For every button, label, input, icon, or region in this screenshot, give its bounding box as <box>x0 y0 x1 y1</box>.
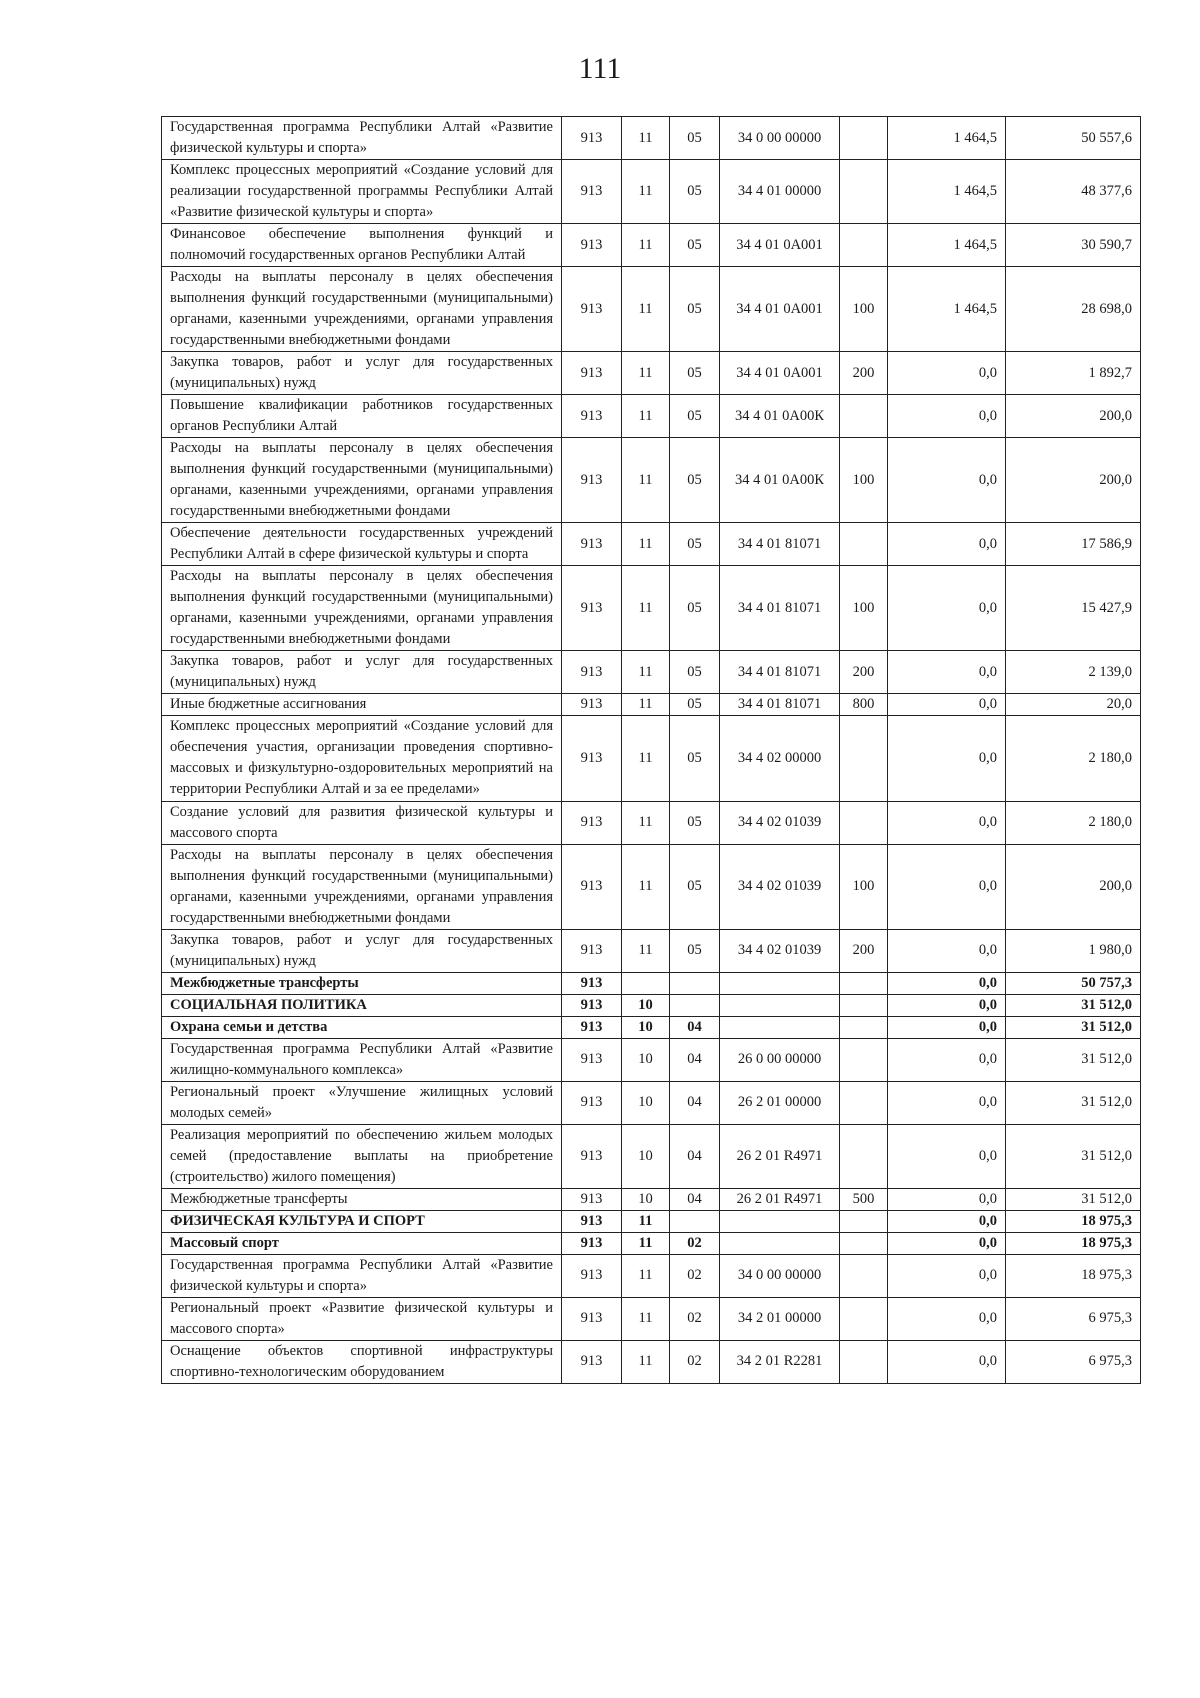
expense-name-cell: Комплекс процессных мероприятий «Создание условий для реализации государственной программы Республики Алтай «Развитие физической культуры и спорта» <box>162 160 562 224</box>
target-article-cell <box>720 1232 840 1254</box>
target-article-cell: 34 4 01 0А001 <box>720 224 840 267</box>
amount-cell-2: 31 512,0 <box>1006 994 1141 1016</box>
amount-cell-1: 0,0 <box>888 1124 1006 1188</box>
amount-cell-2: 1 980,0 <box>1006 929 1141 972</box>
expense-name-cell: Повышение квалификации работников государственных органов Республики Алтай <box>162 395 562 438</box>
amount-cell-2: 31 512,0 <box>1006 1016 1141 1038</box>
table-row <box>162 438 1141 523</box>
expense-type-cell <box>840 972 888 994</box>
amount-cell-2: 50 757,3 <box>1006 972 1141 994</box>
amount-cell-2: 31 512,0 <box>1006 1188 1141 1210</box>
expense-name-cell: Комплекс процессных мероприятий «Создание условий для обеспечения участия, организации проведения спортивно-массовых и физкультурно-оздоровительных мероприятий на территории Республики Алтай и за ее пределами» <box>162 716 562 801</box>
table-row <box>162 224 1141 267</box>
expense-name-cell: Обеспечение деятельности государственных учреждений Республики Алтай в сфере физической культуры и спорта <box>162 523 562 566</box>
expense-type-cell: 500 <box>840 1188 888 1210</box>
expense-type-cell: 200 <box>840 929 888 972</box>
section-code-cell: 11 <box>622 929 670 972</box>
table-row <box>162 1210 1141 1232</box>
ministry-code-cell: 913 <box>562 844 622 929</box>
section-code-cell: 11 <box>622 694 670 716</box>
subsection-code-cell: 05 <box>670 395 720 438</box>
ministry-code-cell: 913 <box>562 1254 622 1297</box>
amount-cell-1: 1 464,5 <box>888 267 1006 352</box>
subsection-code-cell: 05 <box>670 267 720 352</box>
section-code-cell <box>622 972 670 994</box>
table-row <box>162 267 1141 352</box>
amount-cell-2: 31 512,0 <box>1006 1038 1141 1081</box>
ministry-code-cell: 913 <box>562 1038 622 1081</box>
amount-cell-1: 0,0 <box>888 1254 1006 1297</box>
subsection-code-cell: 05 <box>670 651 720 694</box>
target-article-cell: 34 4 02 01039 <box>720 801 840 844</box>
amount-cell-1: 0,0 <box>888 1081 1006 1124</box>
table-row <box>162 972 1141 994</box>
amount-cell-1: 0,0 <box>888 929 1006 972</box>
expense-type-cell <box>840 1210 888 1232</box>
target-article-cell: 34 4 01 0А001 <box>720 352 840 395</box>
amount-cell-1: 0,0 <box>888 651 1006 694</box>
expense-type-cell <box>840 1124 888 1188</box>
target-article-cell: 26 2 01 00000 <box>720 1081 840 1124</box>
amount-cell-1: 0,0 <box>888 994 1006 1016</box>
section-code-cell: 11 <box>622 438 670 523</box>
ministry-code-cell: 913 <box>562 1124 622 1188</box>
target-article-cell: 34 4 01 81071 <box>720 566 840 651</box>
target-article-cell <box>720 972 840 994</box>
table-row <box>162 716 1141 801</box>
budget-table-body <box>162 117 1141 1384</box>
target-article-cell: 34 0 00 00000 <box>720 117 840 160</box>
target-article-cell: 34 2 01 00000 <box>720 1297 840 1340</box>
expense-name-cell: Иные бюджетные ассигнования <box>162 694 562 716</box>
expense-name-cell: Межбюджетные трансферты <box>162 972 562 994</box>
expense-type-cell <box>840 160 888 224</box>
expense-type-cell <box>840 224 888 267</box>
subsection-code-cell: 04 <box>670 1188 720 1210</box>
target-article-cell: 34 4 02 01039 <box>720 929 840 972</box>
subsection-code-cell: 05 <box>670 523 720 566</box>
table-row <box>162 117 1141 160</box>
subsection-code-cell <box>670 1210 720 1232</box>
expense-type-cell <box>840 1340 888 1383</box>
expense-name-cell: Межбюджетные трансферты <box>162 1188 562 1210</box>
target-article-cell <box>720 1016 840 1038</box>
section-code-cell: 11 <box>622 352 670 395</box>
section-code-cell: 11 <box>622 1340 670 1383</box>
target-article-cell: 34 2 01 R2281 <box>720 1340 840 1383</box>
ministry-code-cell: 913 <box>562 651 622 694</box>
ministry-code-cell: 913 <box>562 566 622 651</box>
ministry-code-cell: 913 <box>562 694 622 716</box>
expense-name-cell: Оснащение объектов спортивной инфраструктуры спортивно-технологическим оборудованием <box>162 1340 562 1383</box>
amount-cell-2: 6 975,3 <box>1006 1297 1141 1340</box>
amount-cell-1: 0,0 <box>888 1188 1006 1210</box>
section-code-cell: 11 <box>622 716 670 801</box>
amount-cell-1: 0,0 <box>888 1210 1006 1232</box>
subsection-code-cell: 05 <box>670 224 720 267</box>
amount-cell-1: 1 464,5 <box>888 160 1006 224</box>
subsection-code-cell: 04 <box>670 1016 720 1038</box>
amount-cell-2: 50 557,6 <box>1006 117 1141 160</box>
ministry-code-cell: 913 <box>562 352 622 395</box>
section-code-cell: 11 <box>622 160 670 224</box>
section-code-cell: 11 <box>622 1254 670 1297</box>
subsection-code-cell: 05 <box>670 160 720 224</box>
section-code-cell: 11 <box>622 651 670 694</box>
expense-type-cell: 200 <box>840 352 888 395</box>
section-code-cell: 11 <box>622 1210 670 1232</box>
amount-cell-1: 0,0 <box>888 844 1006 929</box>
target-article-cell: 34 4 01 0А001 <box>720 267 840 352</box>
amount-cell-1: 0,0 <box>888 801 1006 844</box>
target-article-cell: 34 4 01 0А00К <box>720 395 840 438</box>
expense-name-cell: Государственная программа Республики Алтай «Развитие физической культуры и спорта» <box>162 117 562 160</box>
expense-name-cell: Массовый спорт <box>162 1232 562 1254</box>
section-code-cell: 11 <box>622 523 670 566</box>
expense-type-cell <box>840 994 888 1016</box>
expense-type-cell: 100 <box>840 438 888 523</box>
target-article-cell: 34 4 01 00000 <box>720 160 840 224</box>
section-code-cell: 10 <box>622 994 670 1016</box>
amount-cell-1: 0,0 <box>888 523 1006 566</box>
section-code-cell: 11 <box>622 566 670 651</box>
ministry-code-cell: 913 <box>562 438 622 523</box>
target-article-cell: 26 2 01 R4971 <box>720 1124 840 1188</box>
expense-name-cell: Расходы на выплаты персоналу в целях обеспечения выполнения функций государственными (муниципальными) органами, казенными учреждениями, органами управления государственными внебюджетными фондами <box>162 267 562 352</box>
ministry-code-cell: 913 <box>562 1340 622 1383</box>
expense-name-cell: Закупка товаров, работ и услуг для государственных (муниципальных) нужд <box>162 651 562 694</box>
section-code-cell: 10 <box>622 1038 670 1081</box>
table-row <box>162 1124 1141 1188</box>
amount-cell-1: 0,0 <box>888 1340 1006 1383</box>
table-row <box>162 929 1141 972</box>
ministry-code-cell: 913 <box>562 994 622 1016</box>
ministry-code-cell: 913 <box>562 929 622 972</box>
expense-type-cell <box>840 716 888 801</box>
table-row <box>162 395 1141 438</box>
amount-cell-2: 20,0 <box>1006 694 1141 716</box>
expense-name-cell: Расходы на выплаты персоналу в целях обеспечения выполнения функций государственными (муниципальными) органами, казенными учреждениями, органами управления государственными внебюджетными фондами <box>162 844 562 929</box>
table-row <box>162 1038 1141 1081</box>
amount-cell-2: 200,0 <box>1006 844 1141 929</box>
expense-name-cell: ФИЗИЧЕСКАЯ КУЛЬТУРА И СПОРТ <box>162 1210 562 1232</box>
table-row <box>162 160 1141 224</box>
amount-cell-2: 18 975,3 <box>1006 1210 1141 1232</box>
expense-type-cell: 100 <box>840 566 888 651</box>
amount-cell-1: 0,0 <box>888 716 1006 801</box>
table-row <box>162 1016 1141 1038</box>
amount-cell-2: 15 427,9 <box>1006 566 1141 651</box>
expense-name-cell: Закупка товаров, работ и услуг для государственных (муниципальных) нужд <box>162 929 562 972</box>
expense-name-cell: Государственная программа Республики Алтай «Развитие жилищно-коммунального комплекса» <box>162 1038 562 1081</box>
target-article-cell: 34 4 01 81071 <box>720 651 840 694</box>
amount-cell-1: 1 464,5 <box>888 224 1006 267</box>
table-row <box>162 352 1141 395</box>
table-row <box>162 1081 1141 1124</box>
amount-cell-2: 2 180,0 <box>1006 801 1141 844</box>
ministry-code-cell: 913 <box>562 1297 622 1340</box>
target-article-cell: 26 2 01 R4971 <box>720 1188 840 1210</box>
table-row <box>162 523 1141 566</box>
budget-table <box>161 116 1141 1384</box>
ministry-code-cell: 913 <box>562 160 622 224</box>
expense-type-cell <box>840 117 888 160</box>
section-code-cell: 11 <box>622 267 670 352</box>
ministry-code-cell: 913 <box>562 1210 622 1232</box>
subsection-code-cell: 05 <box>670 801 720 844</box>
table-row <box>162 994 1141 1016</box>
expense-type-cell <box>840 1081 888 1124</box>
amount-cell-2: 28 698,0 <box>1006 267 1141 352</box>
amount-cell-2: 2 139,0 <box>1006 651 1141 694</box>
expense-name-cell: Финансовое обеспечение выполнения функций и полномочий государственных органов Республики Алтай <box>162 224 562 267</box>
subsection-code-cell: 02 <box>670 1254 720 1297</box>
amount-cell-2: 1 892,7 <box>1006 352 1141 395</box>
ministry-code-cell: 913 <box>562 1081 622 1124</box>
amount-cell-2: 18 975,3 <box>1006 1232 1141 1254</box>
amount-cell-2: 2 180,0 <box>1006 716 1141 801</box>
amount-cell-2: 30 590,7 <box>1006 224 1141 267</box>
subsection-code-cell: 05 <box>670 844 720 929</box>
section-code-cell: 11 <box>622 1232 670 1254</box>
subsection-code-cell: 04 <box>670 1124 720 1188</box>
subsection-code-cell: 04 <box>670 1038 720 1081</box>
expense-name-cell: Расходы на выплаты персоналу в целях обеспечения выполнения функций государственными (муниципальными) органами, казенными учреждениями, органами управления государственными внебюджетными фондами <box>162 438 562 523</box>
target-article-cell: 34 4 01 81071 <box>720 694 840 716</box>
expense-name-cell: Государственная программа Республики Алтай «Развитие физической культуры и спорта» <box>162 1254 562 1297</box>
subsection-code-cell: 05 <box>670 117 720 160</box>
expense-name-cell: Расходы на выплаты персоналу в целях обеспечения выполнения функций государственными (муниципальными) органами, казенными учреждениями, органами управления государственными внебюджетными фондами <box>162 566 562 651</box>
ministry-code-cell: 913 <box>562 523 622 566</box>
subsection-code-cell: 05 <box>670 438 720 523</box>
expense-name-cell: Создание условий для развития физической культуры и массового спорта <box>162 801 562 844</box>
subsection-code-cell <box>670 972 720 994</box>
subsection-code-cell: 02 <box>670 1297 720 1340</box>
section-code-cell: 10 <box>622 1124 670 1188</box>
subsection-code-cell: 04 <box>670 1081 720 1124</box>
amount-cell-2: 31 512,0 <box>1006 1124 1141 1188</box>
ministry-code-cell: 913 <box>562 1188 622 1210</box>
target-article-cell: 34 4 02 00000 <box>720 716 840 801</box>
expense-type-cell <box>840 1232 888 1254</box>
amount-cell-1: 0,0 <box>888 352 1006 395</box>
table-row <box>162 566 1141 651</box>
target-article-cell: 34 4 01 81071 <box>720 523 840 566</box>
expense-type-cell: 800 <box>840 694 888 716</box>
ministry-code-cell: 913 <box>562 395 622 438</box>
amount-cell-1: 0,0 <box>888 1038 1006 1081</box>
table-row <box>162 1188 1141 1210</box>
amount-cell-2: 31 512,0 <box>1006 1081 1141 1124</box>
section-code-cell: 10 <box>622 1188 670 1210</box>
table-row <box>162 801 1141 844</box>
table-row <box>162 1297 1141 1340</box>
page-number: 111 <box>578 52 622 85</box>
subsection-code-cell: 05 <box>670 929 720 972</box>
expense-type-cell <box>840 801 888 844</box>
ministry-code-cell: 913 <box>562 117 622 160</box>
expense-type-cell <box>840 1297 888 1340</box>
amount-cell-2: 17 586,9 <box>1006 523 1141 566</box>
subsection-code-cell: 02 <box>670 1340 720 1383</box>
table-row <box>162 651 1141 694</box>
target-article-cell: 34 0 00 00000 <box>720 1254 840 1297</box>
target-article-cell: 34 4 02 01039 <box>720 844 840 929</box>
expense-name-cell: Реализация мероприятий по обеспечению жильем молодых семей (предоставление выплаты на приобретение (строительство) жилого помещения) <box>162 1124 562 1188</box>
subsection-code-cell <box>670 994 720 1016</box>
ministry-code-cell: 913 <box>562 1016 622 1038</box>
expense-name-cell: Охрана семьи и детства <box>162 1016 562 1038</box>
amount-cell-1: 1 464,5 <box>888 117 1006 160</box>
amount-cell-2: 48 377,6 <box>1006 160 1141 224</box>
amount-cell-1: 0,0 <box>888 1016 1006 1038</box>
expense-name-cell: Закупка товаров, работ и услуг для государственных (муниципальных) нужд <box>162 352 562 395</box>
amount-cell-1: 0,0 <box>888 566 1006 651</box>
amount-cell-1: 0,0 <box>888 694 1006 716</box>
expense-type-cell <box>840 1016 888 1038</box>
amount-cell-2: 200,0 <box>1006 438 1141 523</box>
amount-cell-2: 6 975,3 <box>1006 1340 1141 1383</box>
expense-name-cell: СОЦИАЛЬНАЯ ПОЛИТИКА <box>162 994 562 1016</box>
ministry-code-cell: 913 <box>562 801 622 844</box>
expense-name-cell: Региональный проект «Улучшение жилищных условий молодых семей» <box>162 1081 562 1124</box>
ministry-code-cell: 913 <box>562 1232 622 1254</box>
amount-cell-1: 0,0 <box>888 972 1006 994</box>
expense-type-cell <box>840 1038 888 1081</box>
amount-cell-2: 18 975,3 <box>1006 1254 1141 1297</box>
amount-cell-1: 0,0 <box>888 438 1006 523</box>
amount-cell-1: 0,0 <box>888 395 1006 438</box>
amount-cell-1: 0,0 <box>888 1232 1006 1254</box>
table-row <box>162 1340 1141 1383</box>
expense-type-cell <box>840 523 888 566</box>
section-code-cell: 11 <box>622 395 670 438</box>
section-code-cell: 10 <box>622 1016 670 1038</box>
section-code-cell: 11 <box>622 224 670 267</box>
expense-type-cell: 100 <box>840 844 888 929</box>
table-row <box>162 1254 1141 1297</box>
table-row <box>162 694 1141 716</box>
target-article-cell <box>720 994 840 1016</box>
subsection-code-cell: 05 <box>670 566 720 651</box>
target-article-cell: 26 0 00 00000 <box>720 1038 840 1081</box>
section-code-cell: 11 <box>622 801 670 844</box>
amount-cell-2: 200,0 <box>1006 395 1141 438</box>
table-row <box>162 1232 1141 1254</box>
expense-type-cell: 100 <box>840 267 888 352</box>
expense-type-cell: 200 <box>840 651 888 694</box>
ministry-code-cell: 913 <box>562 267 622 352</box>
section-code-cell: 10 <box>622 1081 670 1124</box>
expense-type-cell <box>840 395 888 438</box>
target-article-cell <box>720 1210 840 1232</box>
ministry-code-cell: 913 <box>562 716 622 801</box>
subsection-code-cell: 05 <box>670 694 720 716</box>
section-code-cell: 11 <box>622 1297 670 1340</box>
ministry-code-cell: 913 <box>562 224 622 267</box>
ministry-code-cell: 913 <box>562 972 622 994</box>
expense-type-cell <box>840 1254 888 1297</box>
section-code-cell: 11 <box>622 117 670 160</box>
amount-cell-1: 0,0 <box>888 1297 1006 1340</box>
subsection-code-cell: 05 <box>670 352 720 395</box>
table-row <box>162 844 1141 929</box>
subsection-code-cell: 02 <box>670 1232 720 1254</box>
expense-name-cell: Региональный проект «Развитие физической культуры и массового спорта» <box>162 1297 562 1340</box>
subsection-code-cell: 05 <box>670 716 720 801</box>
section-code-cell: 11 <box>622 844 670 929</box>
target-article-cell: 34 4 01 0А00К <box>720 438 840 523</box>
